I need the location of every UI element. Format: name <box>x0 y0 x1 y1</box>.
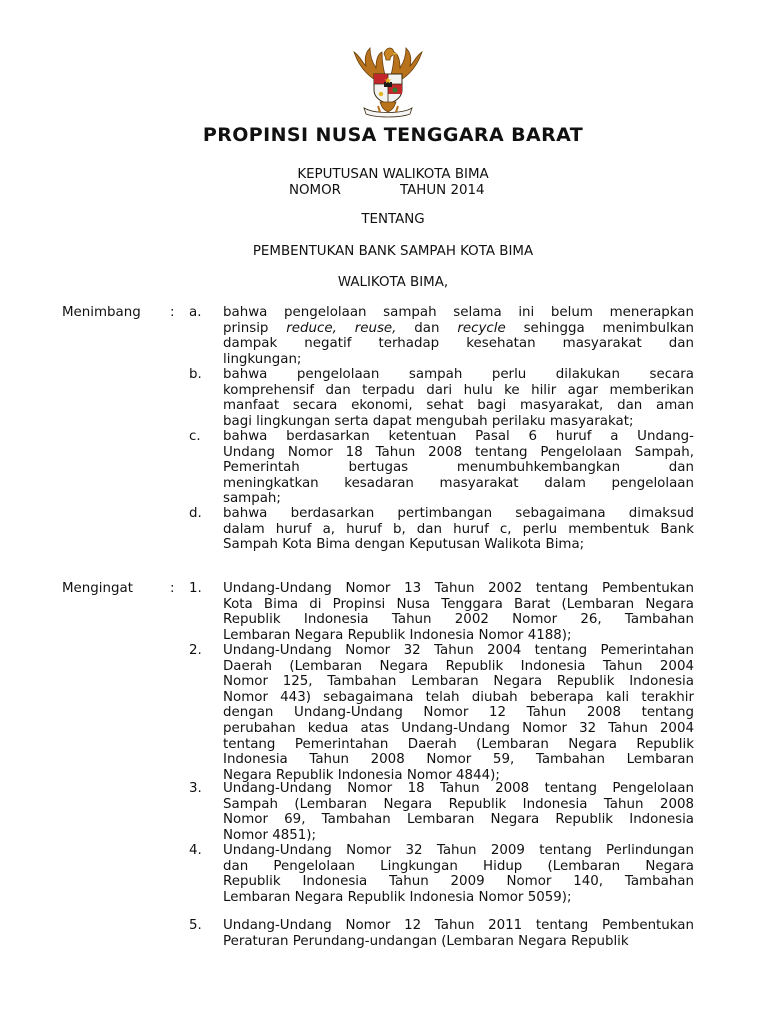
mengingat-item-line: Republik Indonesia Tahun 2002 Nomor 26, Tambahan <box>223 612 694 628</box>
tentang-heading: TENTANG <box>361 212 425 227</box>
menimbang-item <box>223 429 694 507</box>
mengingat-item-line: dan Pengelolaan Lingkungan Hidup (Lembaran Negara <box>223 858 694 874</box>
menimbang-item-marker: d. <box>189 506 202 521</box>
menimbang-item-line: Sampah Kota Bima dengan Keputusan Walikota Bima; <box>223 537 585 553</box>
menimbang-item-line: dalam huruf a, huruf b, dan huruf c, perlu membentuk Bank <box>223 521 694 537</box>
mengingat-item <box>223 781 694 843</box>
mengingat-item-line: Lembaran Negara Republik Indonesia Nomor 5059); <box>223 889 572 905</box>
tahun-label: TAHUN 2014 <box>400 183 485 198</box>
menimbang-item <box>223 305 694 367</box>
menimbang-item-line: meningkatkan kesadaran masyarakat dalam pengelolaan <box>223 475 694 491</box>
mengingat-item-marker: 4. <box>189 843 202 858</box>
italic-term: recycle <box>457 320 506 336</box>
mengingat-item-line: Nomor 443) sebagaimana telah diubah beberapa kali terakhir <box>223 689 694 705</box>
menimbang-item-line: bagi lingkungan serta dapat mengubah perilaku masyarakat; <box>223 413 634 429</box>
menimbang-item-line: Undang Nomor 18 Tahun 2008 tentang Pengelolaan Sampah, <box>223 444 694 460</box>
mengingat-item-line: Indonesia Tahun 2008 Nomor 59, Tambahan Lembaran <box>223 752 694 768</box>
decree-subject: PEMBENTUKAN BANK SAMPAH KOTA BIMA <box>252 244 534 259</box>
mengingat-item-line: Undang-Undang Nomor 12 Tahun 2011 tentang Pembentukan <box>223 918 694 933</box>
mengingat-item-line: Nomor 125, Tambahan Lembaran Negara Republik Indonesia <box>223 674 694 690</box>
mengingat-item-line: Nomor 69, Tambahan Lembaran Negara Republik Indonesia <box>223 812 694 828</box>
menimbang-item-line: bahwa berdasarkan ketentuan Pasal 6 huruf a Undang- <box>223 429 694 444</box>
authority-line: WALIKOTA BIMA, <box>337 275 449 290</box>
menimbang-item-marker: c. <box>189 429 201 444</box>
menimbang-item-line: dampak negatif terhadap kesehatan masyarakat dan <box>223 336 694 352</box>
mengingat-item-line: Daerah (Lembaran Negara Republik Indonesia Tahun 2004 <box>223 658 694 674</box>
menimbang-item-line: lingkungan; <box>223 351 302 367</box>
mengingat-item-line: Undang-Undang Nomor 32 Tahun 2004 tentang Pemerintahan <box>223 643 694 658</box>
mengingat-item-line: Undang-Undang Nomor 18 Tahun 2008 tentang Pengelolaan <box>223 781 694 796</box>
mengingat-item-line: tentang Pemerintahan Daerah (Lembaran Negara Republik <box>223 736 694 752</box>
menimbang-item <box>223 367 694 429</box>
nomor-label: NOMOR <box>289 183 341 198</box>
mengingat-item-line: dengan Undang-Undang Nomor 12 Tahun 2008 tentang <box>223 705 694 721</box>
mengingat-item-line: perubahan kedua atas Undang-Undang Nomor 32 Tahun 2004 <box>223 720 694 736</box>
mengingat-colon: : <box>170 581 175 596</box>
mengingat-item-line: Lembaran Negara Republik Indonesia Nomor 4188); <box>223 627 572 643</box>
menimbang-colon: : <box>170 305 175 320</box>
mengingat-item-marker: 1. <box>189 581 202 596</box>
mengingat-item-line: Undang-Undang Nomor 13 Tahun 2002 tentang Pembentukan <box>223 581 694 596</box>
mengingat-item <box>223 918 694 949</box>
menimbang-item-line: manfaat secara ekonomi, sehat bagi masyarakat, dan aman <box>223 398 694 414</box>
mengingat-label: Mengingat <box>62 581 133 596</box>
mengingat-item <box>223 643 694 783</box>
mengingat-item <box>223 843 694 905</box>
mengingat-item <box>223 581 694 643</box>
decree-title: KEPUTUSAN WALIKOTA BIMA <box>297 167 489 182</box>
mengingat-item-line: Undang-Undang Nomor 32 Tahun 2009 tentang Perlindungan <box>223 843 694 858</box>
menimbang-item-line: prinsip reduce, reuse, dan recycle sehingga menimbulkan <box>223 320 695 336</box>
menimbang-item-line: sampah; <box>223 491 281 507</box>
menimbang-item-line: bahwa pengelolaan sampah selama ini belum menerapkan <box>223 305 694 320</box>
menimbang-item-line: Pemerintah bertugas menumbuhkembangkan dan <box>223 460 694 476</box>
menimbang-item-line: komprehensif dan terpadu dari hulu ke hilir agar memberikan <box>223 382 694 398</box>
menimbang-item-marker: a. <box>189 305 202 320</box>
menimbang-item-marker: b. <box>189 367 202 382</box>
mengingat-item-marker: 3. <box>189 781 202 796</box>
mengingat-item-line: Sampah (Lembaran Negara Republik Indonesia Tahun 2008 <box>223 796 694 812</box>
mengingat-item-line: Republik Indonesia Tahun 2009 Nomor 140, Tambahan <box>223 874 694 890</box>
garuda-emblem <box>344 44 432 120</box>
mengingat-item-marker: 2. <box>189 643 202 658</box>
mengingat-item-line: Nomor 4851); <box>223 827 317 843</box>
province-title: PROPINSI NUSA TENGGARA BARAT <box>202 124 584 146</box>
mengingat-item-marker: 5. <box>189 918 202 933</box>
menimbang-item-line: bahwa pengelolaan sampah perlu dilakukan secara <box>223 367 694 382</box>
mengingat-item-line: Peraturan Perundang-undangan (Lembaran Negara Republik <box>223 933 629 949</box>
menimbang-item <box>223 506 694 553</box>
mengingat-item-line: Negara Republik Indonesia Nomor 4844); <box>223 767 500 783</box>
menimbang-label: Menimbang <box>62 305 141 320</box>
mengingat-item-line: Kota Bima di Propinsi Nusa Tenggara Barat (Lembaran Negara <box>223 596 694 612</box>
menimbang-item-line: bahwa berdasarkan pertimbangan sebagaimana dimaksud <box>223 506 694 521</box>
italic-term: reduce, reuse, <box>286 320 397 336</box>
